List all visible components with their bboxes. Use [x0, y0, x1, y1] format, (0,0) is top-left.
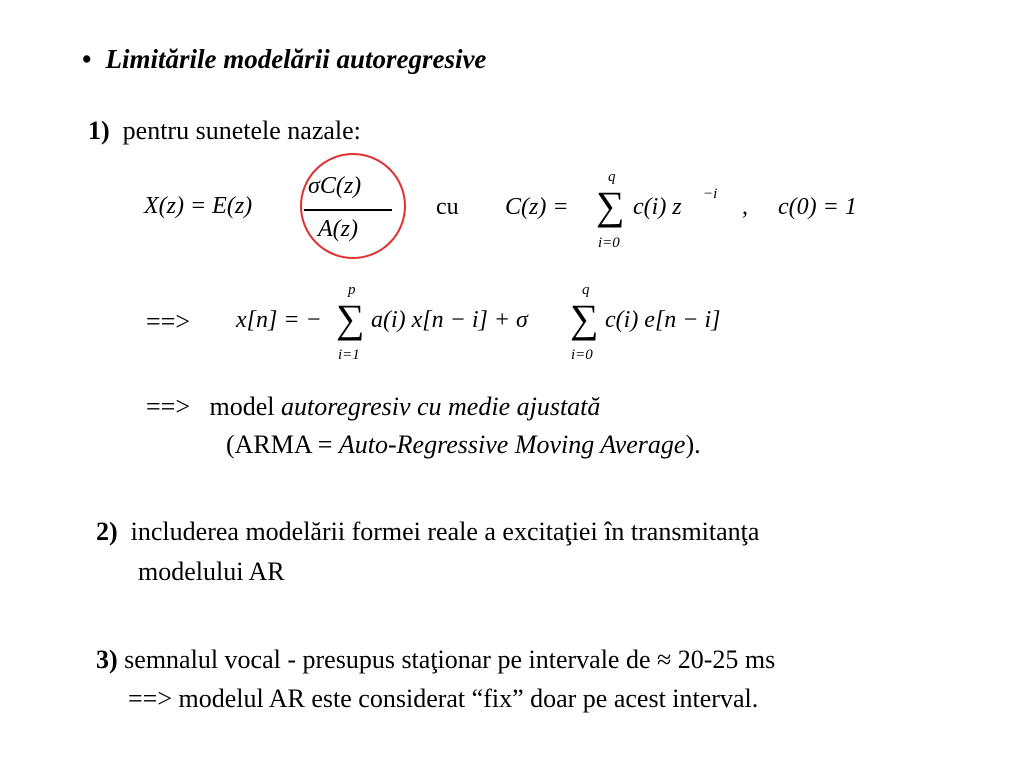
connector-cu: cu	[436, 194, 459, 220]
eq4-body2: c(i) e[n − i]	[605, 307, 721, 333]
eq2-lhs: C(z) =	[505, 194, 569, 220]
separator-comma: ,	[742, 194, 748, 220]
arma-close: ).	[685, 430, 701, 459]
arrow-2: ==>	[146, 392, 190, 421]
highlight-circle	[300, 153, 406, 259]
eq1-lhs: X(z) = E(z)	[144, 193, 253, 219]
sum-symbol: ∑	[596, 183, 625, 228]
arma-italic: Auto-Regressive Moving Average	[338, 430, 686, 459]
model-italic: autoregresiv cu medie ajustată	[281, 392, 601, 421]
item-3-text-line2: ==> modelul AR este considerat “fix” doar pe acest interval.	[128, 684, 759, 713]
item-2-text-line1: includerea modelării formei reale a excitaţiei în transmitanţa	[130, 517, 760, 546]
slide-heading	[82, 44, 486, 75]
eq2-sum-lower: i=0	[598, 235, 620, 251]
eq4-sum2-upper: q	[582, 282, 590, 298]
eq3: c(0) = 1	[778, 194, 857, 220]
fraction-line	[304, 209, 392, 211]
item-3-line1	[96, 645, 775, 675]
sum-symbol: ∑	[570, 296, 599, 341]
arma-open: (ARMA =	[226, 430, 333, 459]
eq4-sum1-upper: p	[348, 282, 356, 298]
eq1-denominator: A(z)	[318, 216, 358, 242]
model-plain: model	[209, 392, 275, 421]
item-1-text: pentru sunetele nazale:	[122, 116, 361, 145]
item-1-line	[88, 116, 361, 146]
item-2-number: 2)	[96, 517, 118, 546]
bullet-icon: •	[82, 44, 92, 74]
eq4-sum1-lower: i=1	[338, 347, 360, 363]
eq4-body1: a(i) x[n − i] + σ	[371, 307, 528, 333]
eq4-lhs: x[n] = −	[236, 307, 322, 333]
sum-symbol: ∑	[336, 296, 365, 341]
item-3-text-line1: semnalul vocal - presupus staţionar pe intervale de ≈ 20-25 ms	[124, 645, 776, 674]
eq2-exponent: −i	[703, 186, 718, 202]
model-line	[146, 392, 600, 422]
eq1-numerator: σC(z)	[308, 173, 362, 199]
eq4-sum2-lower: i=0	[571, 347, 593, 363]
item-3-number: 3)	[96, 645, 118, 674]
item-2-text-line2: modelului AR	[138, 557, 285, 586]
eq2-body: c(i) z	[633, 194, 682, 220]
arma-line	[226, 430, 701, 460]
eq2-sum-upper: q	[608, 169, 616, 185]
arrow-1: ==>	[146, 307, 190, 336]
item-1-number: 1)	[88, 116, 110, 145]
heading-title: Limitările modelării autoregresive	[105, 44, 487, 74]
item-2-line1	[96, 517, 759, 547]
